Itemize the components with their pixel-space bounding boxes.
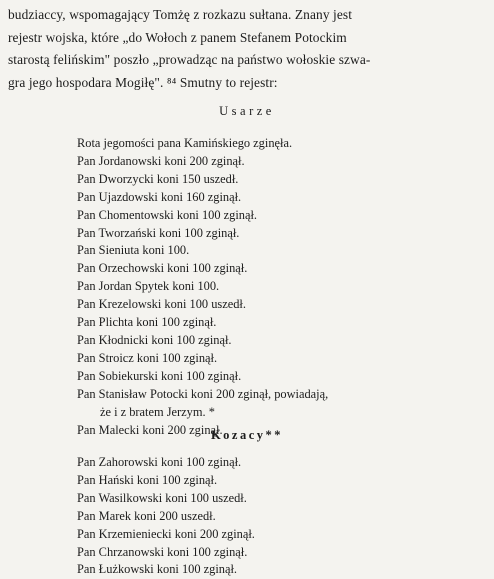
list-item: Rota jegomości pana Kamińskiego zginęła. [77, 136, 293, 150]
intro-line: budziaccy, wspomagający Tomżę z rozkazu sułtana. Znany jest [8, 7, 353, 22]
intro-line: starostą felińskim" poszło „prowadząc na państwo wołoskie szwa- [8, 52, 371, 67]
list-item: Pan Sobiekurski koni 100 zginął. [77, 368, 242, 383]
list-item: Pan Marek koni 200 uszedł. [77, 508, 216, 523]
list-item: Pan Chrzanowski koni 100 zginął. [77, 544, 248, 559]
list-item: Pan Stroicz koni 100 zginął. [77, 350, 218, 365]
section-heading-kozacy: Kozacy** [210, 428, 284, 442]
list-item: Pan Sieniuta koni 100. [77, 243, 190, 258]
list-item-continuation: że i z bratem Jerzym. * [100, 404, 215, 419]
usarze-list [77, 135, 477, 439]
list-item: Pan Dworzycki koni 150 uszedł. [77, 171, 239, 186]
list-item: Pan Tworzański koni 100 zginął. [77, 225, 240, 240]
list-item: Pan Zahorowski koni 100 zginął. [77, 455, 242, 469]
list-item: Pan Plichta koni 100 zginął. [77, 315, 217, 330]
intro-line: gra jego hospodara Mogiłę". ⁸⁴ Smutny to rejestr: [8, 74, 278, 90]
kozacy-list [77, 454, 477, 579]
intro-paragraph [8, 4, 486, 94]
list-item: Pan Krzemieniecki koni 200 zginął. [77, 526, 255, 541]
intro-line: rejestr wojska, które „do Wołoch z panem Stefanem Potockim [8, 29, 347, 45]
list-item: Pan Malecki koni 200 zginął. [77, 422, 223, 437]
section-heading-usarze: Usarze [219, 104, 275, 118]
list-item: Pan Krezelowski koni 100 uszedł. [77, 297, 246, 312]
list-item: Pan Kłodnicki koni 100 zginął. [77, 332, 232, 347]
list-item: Pan Jordanowski koni 200 zginął. [77, 153, 245, 168]
list-item: Pan Chomentowski koni 100 zginął. [77, 207, 257, 222]
list-item: Pan Hański koni 100 zginął. [77, 472, 218, 487]
list-item: Pan Łużkowski koni 100 zginął. [77, 562, 238, 577]
list-item: Pan Wasilkowski koni 100 uszedł. [77, 490, 247, 505]
list-item: Pan Stanisław Potocki koni 200 zginął, powiadają, [77, 386, 329, 401]
list-item: Pan Jordan Spytek koni 100. [77, 279, 220, 294]
list-item: Pan Ujazdowski koni 160 zginął. [77, 189, 242, 204]
list-item: Pan Orzechowski koni 100 zginął. [77, 261, 248, 276]
